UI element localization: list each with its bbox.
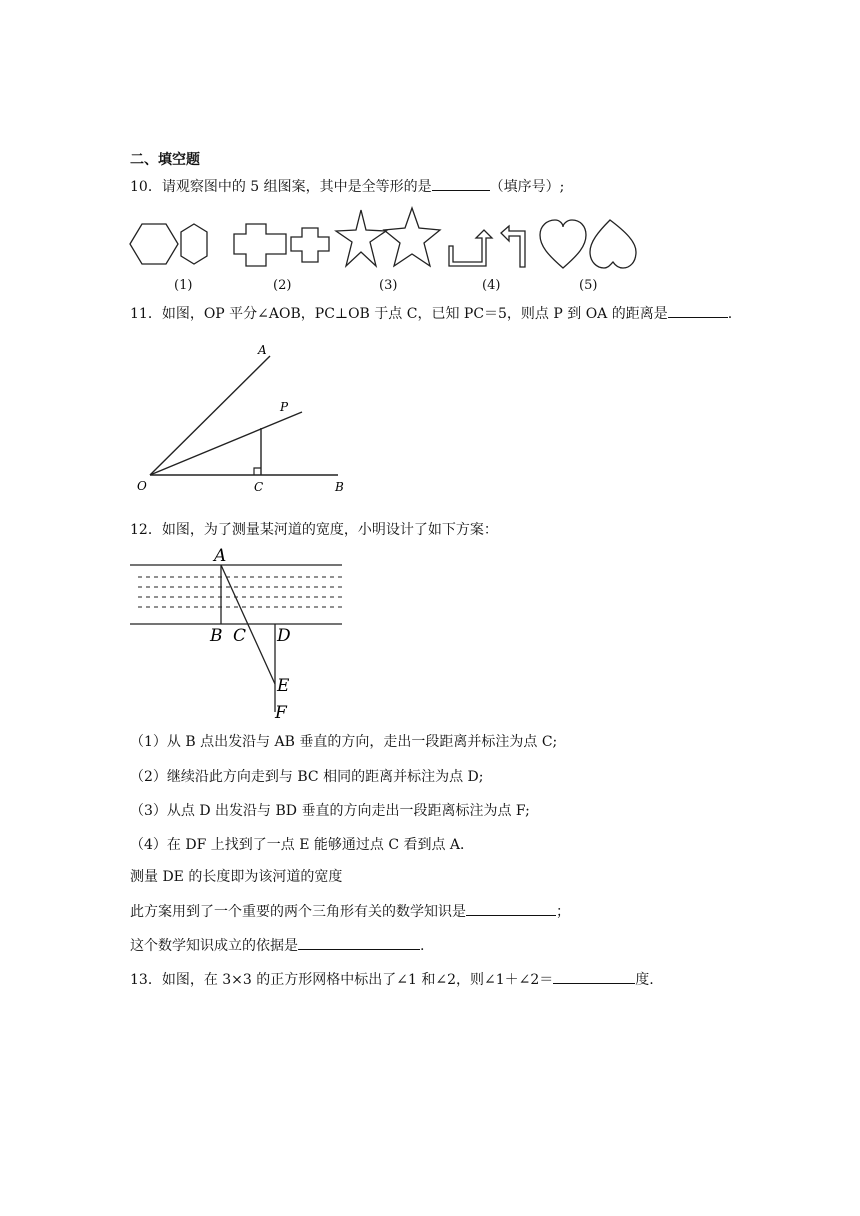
cross-2 — [291, 228, 329, 262]
q12-basis-text: 这个数学知识成立的依据是 — [130, 938, 298, 954]
heart-1 — [540, 220, 586, 268]
ray-OP — [150, 412, 302, 475]
label-P: P — [280, 400, 289, 414]
q10-label-2: (2) — [273, 278, 292, 293]
q12-knowledge-text: 此方案用到了一个重要的两个三角形有关的数学知识是 — [130, 904, 466, 920]
hexagon-1 — [130, 224, 178, 264]
label-E: E — [277, 676, 290, 696]
right-angle-mark — [254, 468, 261, 475]
label-B: B — [335, 480, 344, 494]
label-D: D — [277, 626, 291, 646]
q10-label-1: (1) — [174, 278, 193, 293]
label-A: A — [214, 546, 227, 566]
section-heading: 二、填空题 — [130, 152, 200, 168]
label-C: C — [233, 626, 247, 646]
q13-stem — [130, 969, 654, 990]
q12-step-4: （4）在 DF 上找到了一点 E 能够通过点 C 看到点 A． — [130, 837, 475, 853]
q12-knowledge — [130, 901, 570, 922]
hexagon-2 — [181, 224, 207, 264]
q10-stem — [130, 176, 564, 197]
cross-1 — [234, 224, 286, 266]
q13-stem-text: 13．如图，在 3×3 的正方形网格中标出了∠1 和∠2，则∠1＋∠2＝ — [130, 972, 554, 988]
q12-figure — [130, 544, 350, 722]
arrow-shape-1 — [449, 230, 492, 266]
arrow-shape-2 — [501, 226, 525, 267]
q13-stem-suffix: 度. — [635, 972, 654, 988]
label-B: B — [210, 626, 223, 646]
q12-knowledge-blank[interactable] — [466, 901, 556, 916]
q11-answer-blank[interactable] — [668, 303, 728, 318]
q13-answer-blank[interactable] — [553, 969, 635, 984]
label-C: C — [254, 480, 264, 494]
q12-measure: 测量 DE 的长度即为该河道的宽度 — [130, 869, 343, 885]
q12-knowledge-suffix: ； — [556, 904, 570, 920]
q11-stem-text: 11．如图，OP 平分∠AOB，PC⊥OB 于点 C，已知 PC＝5，则点 P 到 OA 的距离是 — [130, 306, 668, 322]
q12-step-1: （1）从 B 点出发沿与 AB 垂直的方向，走出一段距离并标注为点 C; — [130, 734, 558, 750]
q10-label-4: (4) — [482, 278, 501, 293]
q12-stem: 12．如图，为了测量某河道的宽度，小明设计了如下方案： — [130, 522, 498, 538]
q10-label-3: (3) — [379, 278, 398, 293]
q11-figure — [130, 335, 370, 500]
heart-2 — [590, 220, 636, 268]
q12-step-2: （2）继续沿此方向走到与 BC 相同的距离并标注为点 D; — [130, 769, 484, 785]
q10-label-5: (5) — [579, 278, 598, 293]
q12-step-3: （3）从点 D 出发沿与 BD 垂直的方向走出一段距离标注为点 F; — [130, 803, 530, 819]
label-F: F — [275, 703, 287, 722]
ray-OA — [150, 356, 270, 475]
q12-basis — [130, 935, 424, 956]
label-O: O — [137, 479, 147, 493]
star-2 — [384, 208, 440, 266]
star-1 — [336, 210, 386, 266]
label-A: A — [258, 343, 267, 357]
q10-stem-text: 10．请观察图中的 5 组图案，其中是全等形的是 — [130, 179, 432, 195]
q12-basis-blank[interactable] — [298, 935, 420, 950]
q10-answer-blank[interactable] — [432, 176, 490, 191]
q12-basis-suffix: . — [420, 938, 425, 954]
q10-stem-suffix: （填序号）; — [489, 179, 565, 195]
q11-stem-suffix: . — [727, 306, 733, 322]
q11-stem — [130, 303, 732, 324]
